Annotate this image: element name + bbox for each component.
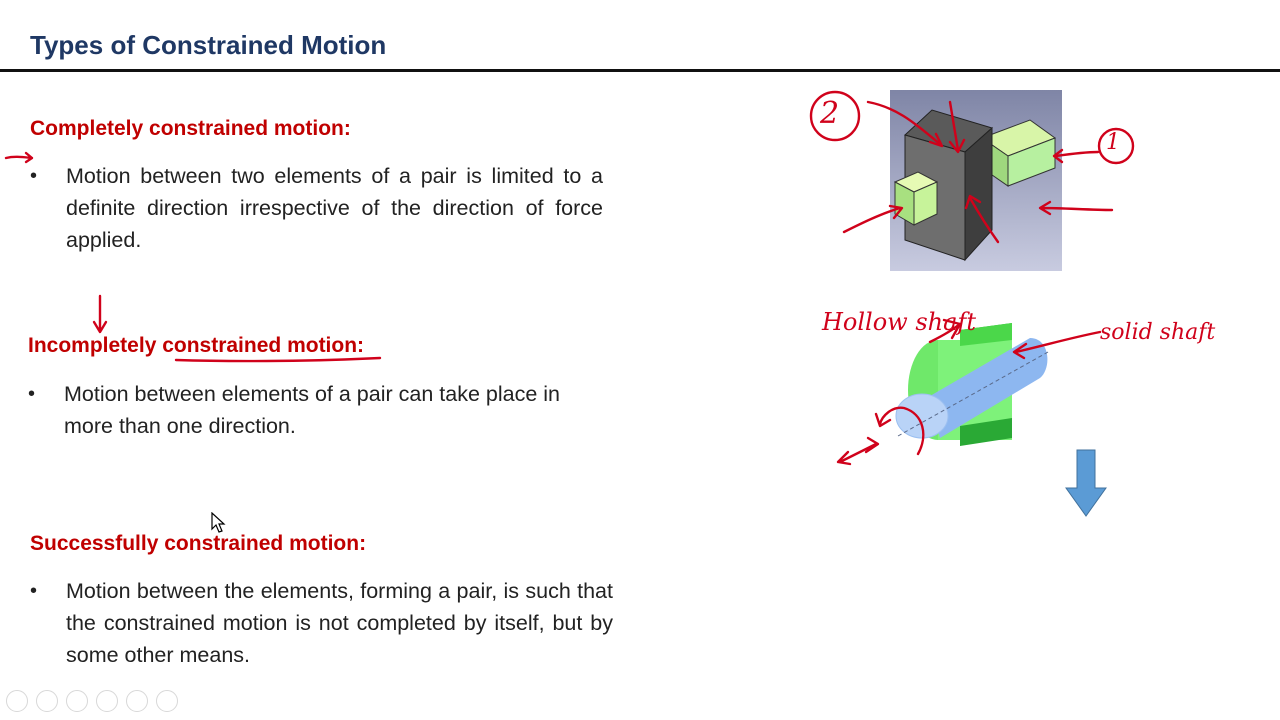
pen-icon[interactable] [66,690,88,712]
bullet-text: Motion between two elements of a pair is limited to a definite direction irrespective of the direction of force applied. [66,164,603,252]
ink-arrow-2 [868,102,942,146]
heading-completely-constrained: Completely constrained motion: [30,117,351,140]
presentation-toolbar [6,690,178,712]
ink-arrow-1 [1054,150,1098,162]
ink-arrow-solid [1014,332,1100,358]
annotation-label-1: 1 [1106,130,1120,155]
ink-arrow-right [1040,202,1112,214]
ink-rotation-arrow [876,408,923,454]
next-icon[interactable] [36,690,58,712]
slide-title: Types of Constrained Motion [30,30,387,60]
bullet-marker: • [30,580,38,602]
ink-translation-arrow [838,438,878,464]
annotation-hollow-shaft: Hollow shaft [822,308,976,336]
heading-successfully-constrained: Successfully constrained motion: [30,532,367,555]
bullet-marker: • [28,383,36,405]
menu-icon[interactable] [156,690,178,712]
prev-icon[interactable] [6,690,28,712]
annotation-solid-shaft: solid shaft [1100,320,1216,345]
bullet-text: Motion between the elements, forming a pair, is such that the constrained motion is not completed by itself, but by some other means. [66,579,613,667]
ink-arrow-left-block [844,206,902,232]
ink-arrow-up [966,196,998,242]
copy-icon[interactable] [96,690,118,712]
zoom-icon[interactable] [126,690,148,712]
heading-incompletely-constrained: Incompletely constrained motion: [28,334,365,357]
ink-arrow-left [6,153,32,162]
ink-underline [176,358,380,361]
down-arrow-icon [1066,450,1106,516]
top-diagram-ink [800,80,1240,260]
cursor-icon [211,512,227,534]
ink-arrow-top [950,102,964,152]
ink-arrow-down [94,296,106,332]
bullet-text: Motion between elements of a pair can take place in more than one direction. [64,382,560,438]
annotation-label-2: 2 [820,96,840,131]
bullet-marker: • [30,165,38,187]
